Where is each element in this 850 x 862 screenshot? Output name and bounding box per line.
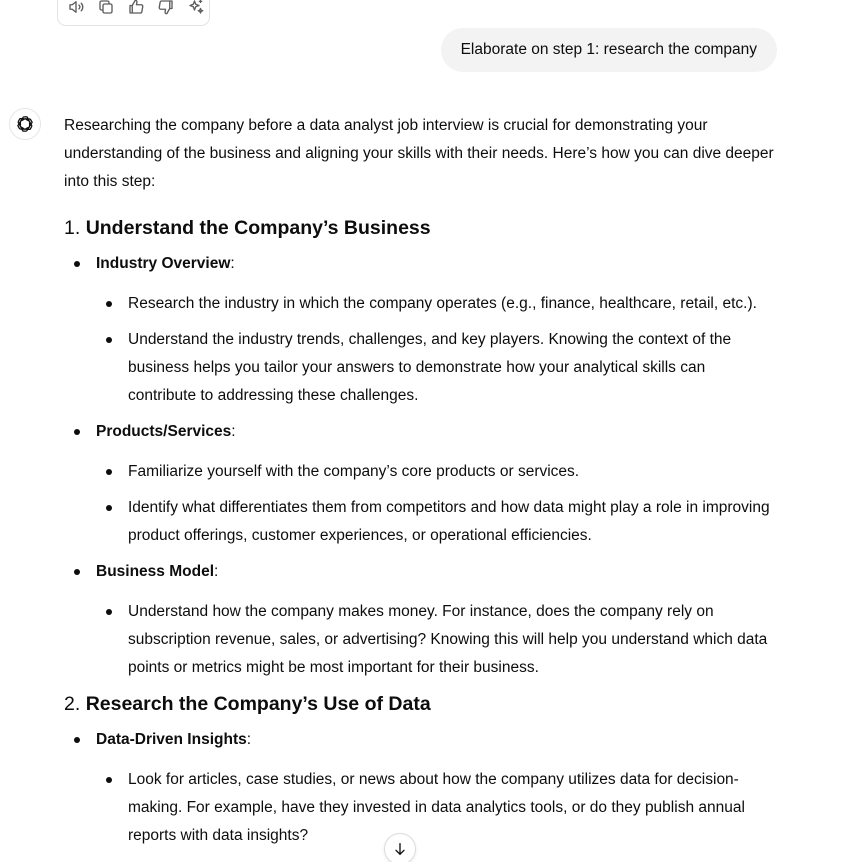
section-heading <box>64 214 776 242</box>
thumbs-up-icon[interactable] <box>126 0 146 17</box>
message-action-bar <box>57 0 210 26</box>
sub-list <box>96 766 776 850</box>
sub-list-item: Research the industry in which the company operates (e.g., finance, healthcare, retail, etc.). <box>96 290 776 318</box>
section-title: Research the Company’s Use of Data <box>85 693 431 715</box>
sub-list-item: Understand how the company makes money. For instance, does the company rely on subscription revenue, sales, or advertising? Knowing this will help you understand which data points or metrics might be most important for their business. <box>96 598 776 682</box>
chatgpt-logo-icon <box>9 108 41 140</box>
list-item-label: Data-Driven Insights <box>96 731 247 748</box>
section-list <box>64 250 776 682</box>
copy-icon[interactable] <box>96 0 116 17</box>
arrow-down-icon <box>392 841 408 857</box>
sub-list-item: Familiarize yourself with the company’s core products or services. <box>96 458 776 486</box>
sub-list <box>96 458 776 550</box>
section-number: 2. <box>64 693 81 715</box>
scroll-to-bottom-button[interactable] <box>384 833 416 862</box>
list-item-label: Business Model <box>96 563 214 580</box>
list-item: Business Model: Understand how the company makes money. For instance, does the company rely on subscription revenue, sales, or advertising? Knowing this will help you understand which data points or metrics might be most important for their business. <box>64 558 776 682</box>
thumbs-down-icon[interactable] <box>156 0 176 17</box>
sub-list <box>96 290 776 410</box>
assistant-message <box>64 112 776 858</box>
list-item: Products/Services: Familiarize yourself with the company’s core products or services. Identify what differentiates them from competitors and how data might play a role in improving product offerings, customer experiences, or operational efficiencies. <box>64 418 776 550</box>
sub-list-item: Look for articles, case studies, or news about how the company utilizes data for decision-making. For example, have they invested in data analytics tools, or do they publish annual reports with data insights? <box>96 766 776 850</box>
section-list <box>64 726 776 850</box>
user-message-bubble: Elaborate on step 1: research the company <box>441 28 777 72</box>
section-number: 1. <box>64 217 81 239</box>
speaker-icon[interactable] <box>66 0 86 17</box>
sparkle-regenerate-icon[interactable] <box>186 0 206 17</box>
list-item: Industry Overview: Research the industry in which the company operates (e.g., finance, healthcare, retail, etc.). Understand the industry trends, challenges, and key players. Knowing the context of the business helps you tailor your answers to demonstrate how your analytical skills can contribute to addressing these challenges. <box>64 250 776 410</box>
list-item-label: Industry Overview <box>96 255 231 272</box>
intro-paragraph: Researching the company before a data analyst job interview is crucial for demonstrating your understanding of the business and aligning your skills with their needs. Here’s how you can dive deeper into this step: <box>64 117 774 190</box>
list-item: Data-Driven Insights: Look for articles, case studies, or news about how the company utilizes data for decision-making. For example, have they invested in data analytics tools, or do they publish annual reports with data insights? <box>64 726 776 850</box>
list-item-label: Products/Services <box>96 423 232 440</box>
sub-list <box>96 598 776 682</box>
section-heading <box>64 690 776 718</box>
section-title: Understand the Company’s Business <box>85 217 431 239</box>
sub-list-item: Understand the industry trends, challenges, and key players. Knowing the context of the business helps you tailor your answers to demonstrate how your analytical skills can contribute to addressing these challenges. <box>96 326 776 410</box>
sub-list-item: Identify what differentiates them from competitors and how data might play a role in improving product offerings, customer experiences, or operational efficiencies. <box>96 494 776 550</box>
